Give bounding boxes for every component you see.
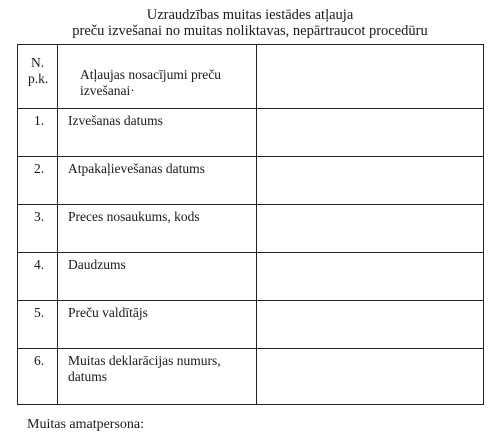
row-value-field[interactable] xyxy=(257,301,484,349)
customs-officer-label: Muitas amatpersona: xyxy=(27,417,145,432)
row-label: Izvešanas datums xyxy=(58,109,257,157)
table-row xyxy=(18,301,484,349)
row-number: 3. xyxy=(18,205,58,253)
row-number: 6. xyxy=(18,349,58,405)
row-label: Muitas deklarācijas numurs, datums xyxy=(58,349,257,405)
header-number-line-1: N. xyxy=(31,55,45,70)
row-number: 2. xyxy=(18,157,58,205)
table-header-row xyxy=(18,45,484,109)
table-row xyxy=(18,205,484,253)
row-value-field[interactable] xyxy=(257,253,484,301)
permit-conditions-table xyxy=(17,44,484,405)
table-row xyxy=(18,349,484,405)
row-number: 4. xyxy=(18,253,58,301)
table-row xyxy=(18,253,484,301)
table-row xyxy=(18,109,484,157)
row-label: Preces nosaukums, kods xyxy=(58,205,257,253)
header-description: Atļaujas nosacījumi preču izvešanai· xyxy=(80,67,221,98)
row-value-field[interactable] xyxy=(257,157,484,205)
row-value-field[interactable] xyxy=(257,205,484,253)
header-number-line-2: p.k. xyxy=(28,71,49,86)
row-value-field[interactable] xyxy=(257,109,484,157)
row-label: Atpakaļievešanas datums xyxy=(58,157,257,205)
document-title-line-2: preču izvešanai no muitas noliktavas, nepārtraucot procedūru xyxy=(72,23,428,39)
row-number: 1. xyxy=(18,109,58,157)
header-value-cell xyxy=(257,45,484,109)
row-label: Preču valdītājs xyxy=(58,301,257,349)
row-label: Daudzums xyxy=(58,253,257,301)
row-number: 5. xyxy=(18,301,58,349)
row-value-field[interactable] xyxy=(257,349,484,405)
table-row xyxy=(18,157,484,205)
header-number-cell xyxy=(18,45,58,109)
document-title-line-1: Uzraudzības muitas iestādes atļauja xyxy=(146,7,354,23)
header-description-cell xyxy=(58,45,257,109)
